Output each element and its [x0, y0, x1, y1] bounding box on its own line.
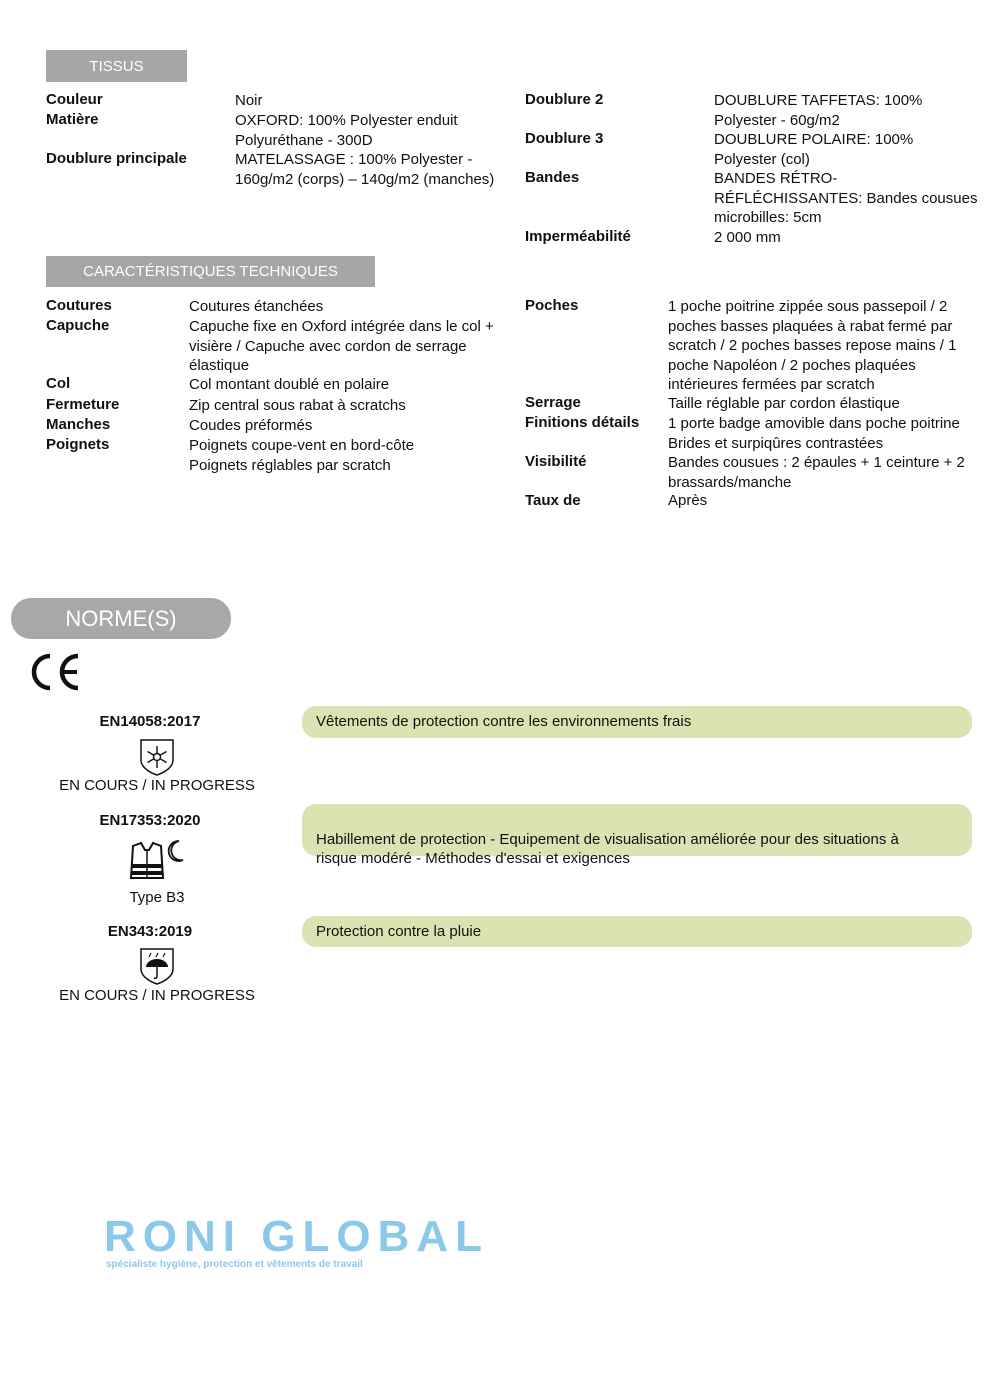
tissus-value-couleur: Noir [235, 92, 263, 109]
tissus-label-matiere: Matière [46, 111, 99, 128]
tissus-label-doublure-2: Doublure 2 [525, 91, 604, 108]
carac-label-col: Col [46, 375, 71, 392]
carac-label-capuche: Capuche [46, 317, 110, 334]
carac-label-cut: Taux de [525, 492, 581, 509]
tissus-value-doublure-principale: MATELASSAGE : 100% Polyester - 160g/m2 (corps) – 140g/m2 (manches) [235, 151, 495, 188]
carac-label-coutures: Coutures [46, 297, 112, 314]
norm-desc-bar-en343 [302, 916, 972, 947]
tissus-value-doublure-3: DOUBLURE POLAIRE: 100% Polyester (col) [714, 131, 914, 168]
carac-value-manches: Coudes préformés [189, 417, 313, 434]
carac-value-cut: Après [668, 492, 708, 509]
carac-value-serrage: Taille réglable par cordon élastique [668, 395, 900, 412]
carac-value-capuche: Capuche fixe en Oxford intégrée dans le col + visière / Capuche avec cordon de serrage élastique [189, 318, 494, 374]
carac-value-coutures: Coutures étanchées [189, 298, 324, 315]
norm-desc-en343: Protection contre la pluie [316, 923, 482, 940]
tissus-label-impermeabilite: Imperméabilité [525, 228, 631, 245]
tissus-value-doublure-2: DOUBLURE TAFFETAS: 100% Polyester - 60g/m2 [714, 92, 923, 129]
carac-label-finitions: Finitions détails [525, 414, 640, 431]
tissus-label-couleur: Couleur [46, 91, 103, 108]
rain-umbrella-shield-svg [139, 947, 175, 985]
section-header-caracteristiques [46, 256, 375, 287]
carac-label-manches: Manches [46, 416, 111, 433]
rain-umbrella-shield-icon [139, 947, 175, 989]
norm-desc-en14058: Vêtements de protection contre les environnements frais [316, 713, 692, 730]
tissus-label-doublure-3: Doublure 3 [525, 130, 604, 147]
norm-code-en17353: EN17353:2020 [99, 812, 201, 829]
carac-label-visibilite: Visibilité [525, 453, 587, 470]
section-header-tissus-label: TISSUS [89, 57, 144, 75]
section-header-tissus [46, 50, 187, 82]
norm-sub-en14058: EN COURS / IN PROGRESS [59, 777, 255, 794]
carac-label-poignets: Poignets [46, 436, 110, 453]
norm-sub-en343: EN COURS / IN PROGRESS [59, 987, 255, 1004]
hi-vis-vest-moon-svg [125, 838, 189, 890]
snowflake-shield-svg [139, 738, 175, 776]
section-header-caracteristiques-label: CARACTÉRISTIQUES TECHNIQUES [83, 263, 338, 280]
tissus-label-doublure-principale: Doublure principale [46, 150, 187, 167]
carac-label-fermeture: Fermeture [46, 396, 120, 413]
carac-cut-row [520, 492, 990, 509]
tissus-value-matiere: OXFORD: 100% Polyester enduit Polyuréthane - 300D [235, 112, 458, 149]
norm-desc-en17353: Habillement de protection - Equipement de visualisation améliorée pour des situations à risque modéré - Méthodes d'essai et exigences [316, 830, 899, 867]
ce-mark-icon [28, 652, 82, 696]
norm-desc-bar-en17353 [302, 804, 972, 867]
section-header-normes-label: NORME(S) [65, 605, 177, 631]
carac-value-poignets: Poignets coupe-vent en bord-côte Poignets réglables par scratch [189, 437, 415, 474]
norm-code-en14058: EN14058:2017 [99, 713, 201, 730]
tissus-value-impermeabilite: 2 000 mm [714, 229, 781, 246]
carac-label-poches: Poches [525, 297, 579, 314]
carac-value-poches: 1 poche poitrine zippée sous passepoil / 2 poches basses plaquées à rabat fermé par scratch / 2 poches basses repose mains / 1 poche Napoléon / 2 poches plaquées intérieures fermées par scratch [668, 298, 957, 393]
carac-value-fermeture: Zip central sous rabat à scratchs [189, 397, 406, 414]
norm-code-en343: EN343:2019 [107, 923, 193, 940]
section-header-normes [11, 598, 231, 639]
tissus-label-bandes: Bandes [525, 169, 580, 186]
norm-desc-bar-en14058 [302, 706, 972, 738]
snowflake-shield-icon [139, 738, 175, 780]
tissus-value-bandes: BANDES RÉTRO- RÉFLÉCHISSANTES: Bandes cousues microbilles: 5cm [714, 170, 978, 226]
carac-value-finitions: 1 porte badge amovible dans poche poitrine Brides et surpiqûres contrastées [668, 415, 960, 452]
company-logo-wordmark: RONI GLOBAL [104, 1212, 489, 1261]
carac-value-visibilite: Bandes cousues : 2 épaules + 1 ceinture + 2 brassards/manche [668, 454, 965, 491]
carac-label-serrage: Serrage [525, 394, 581, 411]
company-logo-tagline: spécialiste hygiène, protection et vêtements de travail [106, 1259, 363, 1270]
carac-value-col: Col montant doublé en polaire [189, 376, 390, 393]
norm-sub-en17353: Type B3 [129, 889, 185, 906]
ce-mark-svg [28, 652, 82, 692]
hi-vis-vest-moon-icon [125, 838, 189, 894]
